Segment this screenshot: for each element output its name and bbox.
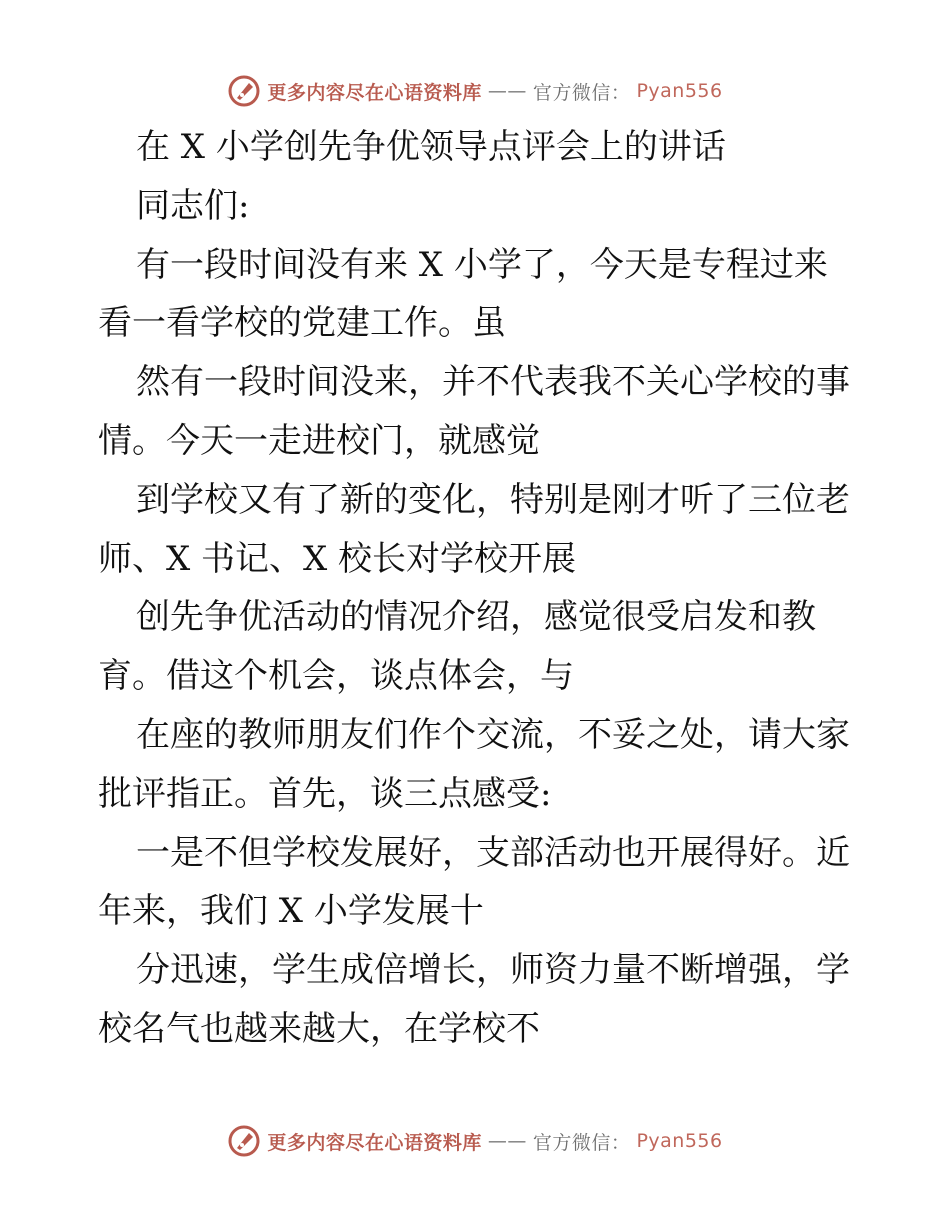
document-body bbox=[98, 118, 858, 1059]
text-line: 师、X 书记、X 校长对学校开展 bbox=[98, 538, 577, 579]
salutation: 同志们: bbox=[136, 185, 250, 226]
text-line: 在座的教师朋友们作个交流，不妥之处，请大家 bbox=[136, 714, 850, 755]
header-banner bbox=[0, 71, 950, 111]
banner-site-text: 更多内容尽在心语资料库 bbox=[267, 81, 482, 104]
banner-separator: —— bbox=[487, 80, 527, 102]
text-line: 校名气也越来越大，在学校不 bbox=[98, 1008, 540, 1049]
text-line: 年来，我们 X 小学发展十 bbox=[98, 891, 484, 932]
banner-site-text: 更多内容尽在心语资料库 bbox=[267, 1131, 482, 1154]
text-line: 创先争优活动的情况介绍，感觉很受启发和教 bbox=[136, 597, 816, 638]
banner-separator: —— bbox=[487, 1130, 527, 1152]
text-line: 然有一段时间没来，并不代表我不关心学校的事 bbox=[136, 362, 850, 403]
text-line: 一是不但学校发展好，支部活动也开展得好。近 bbox=[136, 832, 850, 873]
text-line: 分迅速，学生成倍增长，师资力量不断增强，学 bbox=[136, 950, 850, 991]
text-line: 育。借这个机会，谈点体会，与 bbox=[98, 656, 574, 697]
text-line: 到学校又有了新的变化，特别是刚才听了三位老 bbox=[136, 479, 850, 520]
text-line: 有一段时间没有来 X 小学了，今天是专程过来 bbox=[136, 244, 828, 285]
banner-wechat-label: 官方微信： bbox=[532, 1131, 631, 1154]
banner-wechat-id: Pyan556 bbox=[636, 1130, 723, 1152]
document-title: 在 X 小学创先争优领导点评会上的讲话 bbox=[136, 127, 726, 167]
pen-nib-logo-icon bbox=[227, 1124, 261, 1158]
text-line: 批评指正。首先，谈三点感受: bbox=[98, 773, 552, 814]
text-line: 情。今天一走进校门，就感觉 bbox=[98, 420, 540, 461]
footer-banner bbox=[0, 1121, 950, 1161]
banner-wechat-id: Pyan556 bbox=[636, 80, 723, 102]
banner-wechat-label: 官方微信： bbox=[532, 81, 631, 104]
text-line: 看一看学校的党建工作。虽 bbox=[98, 303, 506, 344]
pen-nib-logo-icon bbox=[227, 74, 261, 108]
